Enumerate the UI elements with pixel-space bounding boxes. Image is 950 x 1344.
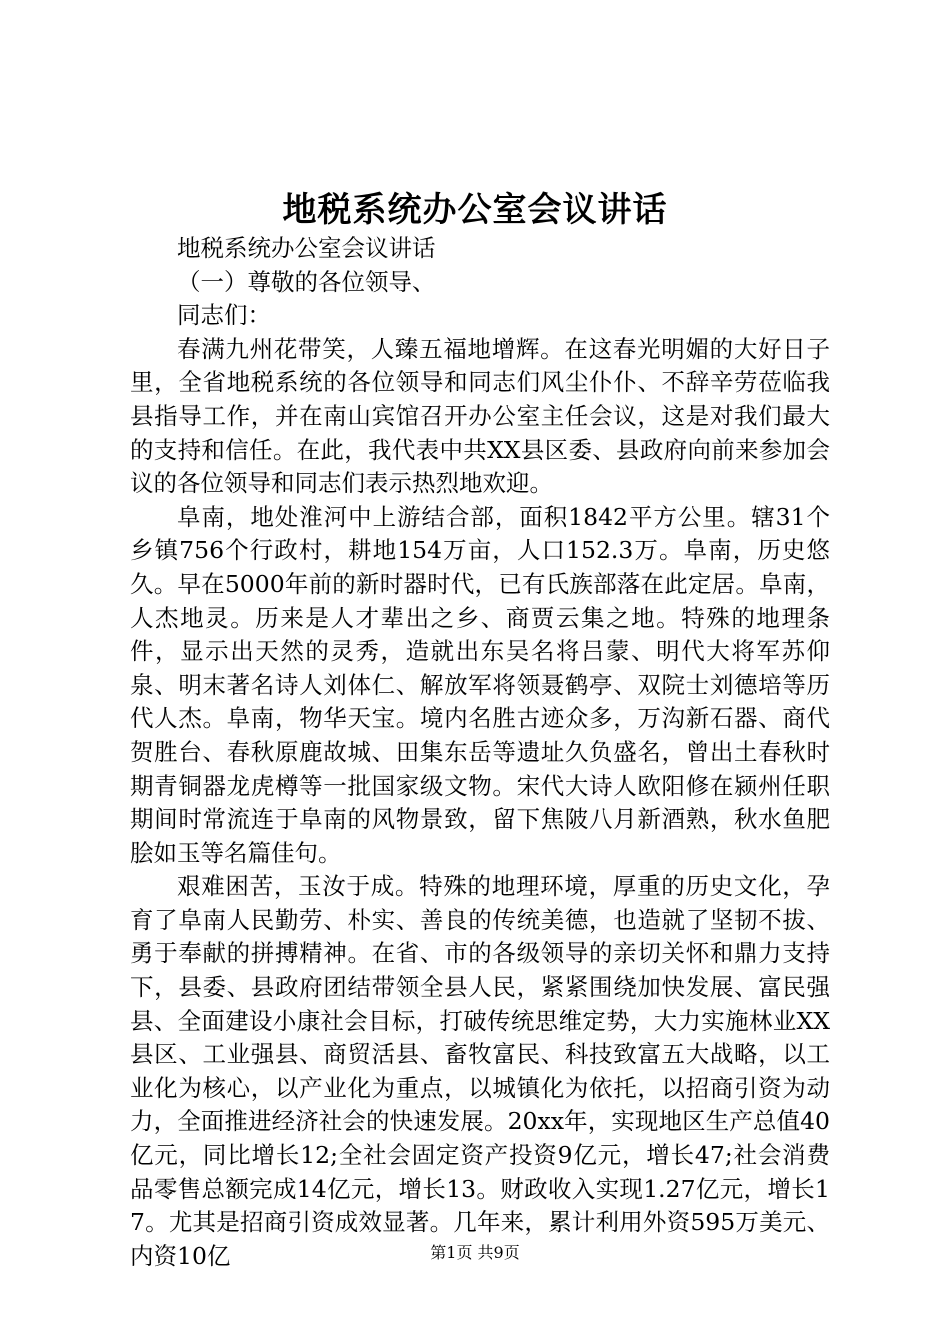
paragraph-funan-intro: 阜南，地处淮河中上游结合部，面积1842平方公里。辖31个乡镇756个行政村，耕地154万亩，人口152.3万。阜南，历史悠久。早在5000年前的新时器时代，已有氏族部落在此定居。阜南，人杰地灵。历来是人才辈出之乡、商贾云集之地。特殊的地理条件，显示出天然的灵秀，造就出东吴名将吕蒙、明代大将军苏仰泉、明末著名诗人刘体仁、解放军将领聂鹤亭、双院士刘德培等历代人杰。阜南，物华天宝。境内名胜古迹众多，万沟新石器、商代贺胜台、春秋原鹿故城、田集东岳等遗址久负盛名，曾出土春秋时期青铜器龙虎樽等一批国家级文物。宋代大诗人欧阳修在颍州任职期间时常流连于阜南的风物景致，留下焦陂八月新酒熟，秋水鱼肥脍如玉等名篇佳句。 [130, 502, 830, 867]
paragraph-welcome: 春满九州花带笑，人臻五福地增辉。在这春光明媚的大好日子里，全省地税系统的各位领导和同志们风尘仆仆、不辞辛劳莅临我县指导工作，并在南山宾馆召开办公室主任会议，这是对我们最大的支持和信任。在此，我代表中共XX县区委、县政府向前来参加会议的各位领导和同志们表示热烈地欢迎。 [130, 334, 830, 498]
paragraph-salutation-2: 同志们： [177, 301, 271, 330]
paragraph-salutation-1: （一）尊敬的各位领导、 [177, 267, 436, 296]
document-title: 地税系统办公室会议讲话 [282, 190, 668, 230]
document-body [130, 232, 830, 1273]
page-number-footer: 第1页 共9页 [430, 1243, 520, 1262]
paragraph-development: 艰难困苦，玉汝于成。特殊的地理环境，厚重的历史文化，孕育了阜南人民勤劳、朴实、善良的传统美德，也造就了坚韧不拔、勇于奉献的拼搏精神。在省、市的各级领导的亲切关怀和鼎力支持下，县委、县政府团结带领全县人民，紧紧围绕加快发展、富民强县、全面建设小康社会目标，打破传统思维定势，大力实施林业XX县区、工业强县、商贸活县、畜牧富民、科技致富五大战略，以工业化为核心，以产业化为重点，以城镇化为依托，以招商引资为动力，全面推进经济社会的快速发展。20xx年，实现地区生产总值40亿元，同比增长12;全社会固定资产投资9亿元，增长47;社会消费品零售总额完成14亿元，增长13。财政收入实现1.27亿元，增长17。尤其是招商引资成效显著。几年来，累计利用外资595万美元、内资10亿 [130, 872, 830, 1270]
paragraph-subtitle: 地税系统办公室会议讲话 [177, 234, 436, 262]
